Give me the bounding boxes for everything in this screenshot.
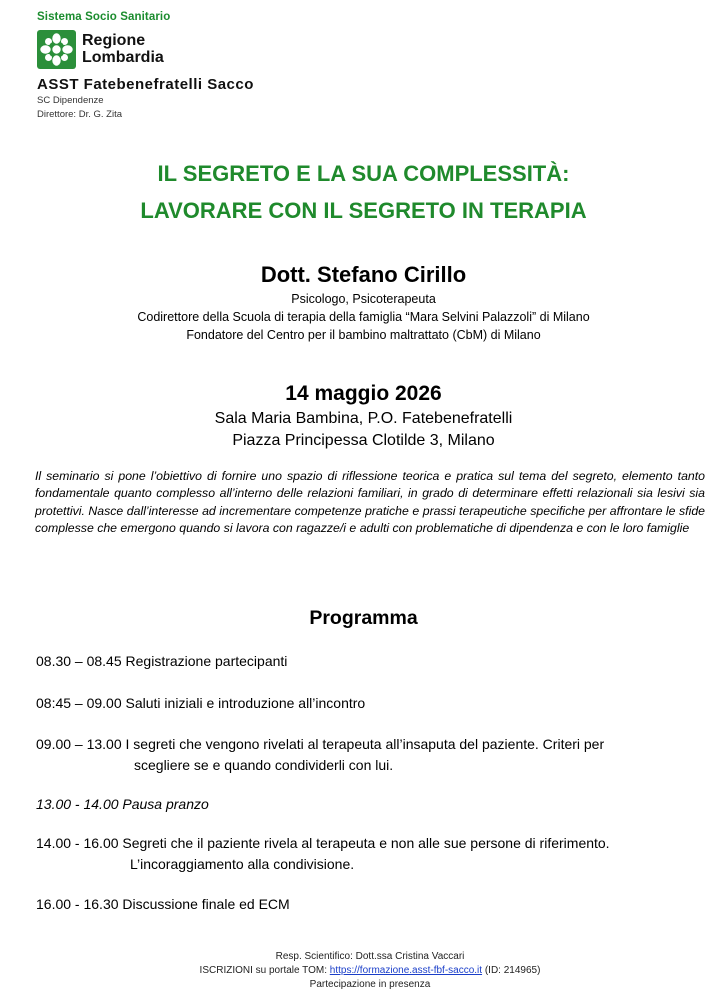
speaker-credential: Psicologo, Psicoterapeuta — [291, 292, 436, 306]
event-title-line2: LAVORARE CON IL SEGRETO IN TERAPIA — [140, 198, 587, 223]
participation-mode: Partecipazione in presenza — [309, 979, 431, 990]
registration-line — [0, 965, 727, 976]
speaker-name: Dott. Stefano Cirillo — [260, 262, 467, 287]
program-item-text: 08.30 – 08.45 Registrazione partecipanti — [36, 653, 288, 669]
program-item — [36, 894, 696, 915]
program-item — [36, 651, 696, 672]
program-item-text: 13.00 - 14.00 Pausa pranzo — [36, 796, 209, 812]
venue-line2: Piazza Principessa Clotilde 3, Milano — [232, 432, 495, 449]
registration-prefix: ISCRIZIONI su portale TOM: — [199, 965, 330, 976]
event-title-line1: IL SEGRETO E LA SUA COMPLESSITÀ: — [157, 161, 570, 186]
director: Direttore: Dr. G. Zita — [37, 109, 122, 120]
program-item-text: 16.00 - 16.30 Discussione finale ed ECM — [36, 896, 290, 912]
registration-id: (ID: 214965) — [482, 965, 541, 976]
program-item-text: 08:45 – 09.00 Saluti iniziali e introduzione all’incontro — [36, 695, 366, 711]
program-item-continuation: L’incoraggiamento alla condivisione. — [130, 855, 355, 872]
program-item-text: 09.00 – 13.00 I segreti che vengono rivelati al terapeuta all’insaputa del paziente. Criteri per — [36, 736, 605, 752]
event-abstract: Il seminario si pone l’obiettivo di fornire uno spazio di riflessione teorica e pratica sul tema del segreto, elemento tanto fondamentale quanto complesso all’interno delle relazioni familiari, in grado di determinare effetti relazionali sia lesivi sia protettivi. Nasce dall’interesse ad incrementare competenze pratiche e prassi terapeutiche specifiche per affrontare le sfide complesse che emergono quando si lavora con ragazze/i e adulti con problematiche di dipendenza e con le loro famiglie — [35, 469, 705, 535]
asst-name: ASST Fatebenefratelli Sacco — [37, 76, 254, 93]
region-name-line2: Lombardia — [82, 49, 164, 66]
department: SC Dipendenze — [37, 95, 104, 106]
event-date: 14 maggio 2026 — [285, 382, 442, 405]
program-item — [36, 693, 696, 714]
venue-line1: Sala Maria Bambina, P.O. Fatebenefratelli — [214, 410, 513, 427]
scientific-responsible: Resp. Scientifico: Dott.ssa Cristina Vaccari — [275, 951, 465, 962]
system-label: Sistema Socio Sanitario — [37, 11, 171, 23]
program-item-continuation: scegliere se e quando condividerli con lui. — [134, 756, 394, 773]
speaker-credential: Fondatore del Centro per il bambino maltrattato (CbM) di Milano — [186, 328, 541, 342]
program-item-break — [36, 794, 696, 815]
region-name-line1: Regione — [82, 32, 146, 49]
program-item — [36, 833, 696, 874]
speaker-credential: Codirettore della Scuola di terapia della famiglia “Mara Selvini Palazzoli” di Milano — [137, 310, 590, 324]
program-title: Programma — [309, 607, 418, 629]
program-item-text: 14.00 - 16.00 Segreti che il paziente rivela al terapeuta e non alle sue persone di riferimento. — [36, 835, 610, 851]
lombardia-logo-icon — [37, 30, 76, 69]
registration-link[interactable]: https://formazione.asst-fbf-sacco.it — [329, 965, 483, 976]
program-item — [36, 734, 696, 775]
